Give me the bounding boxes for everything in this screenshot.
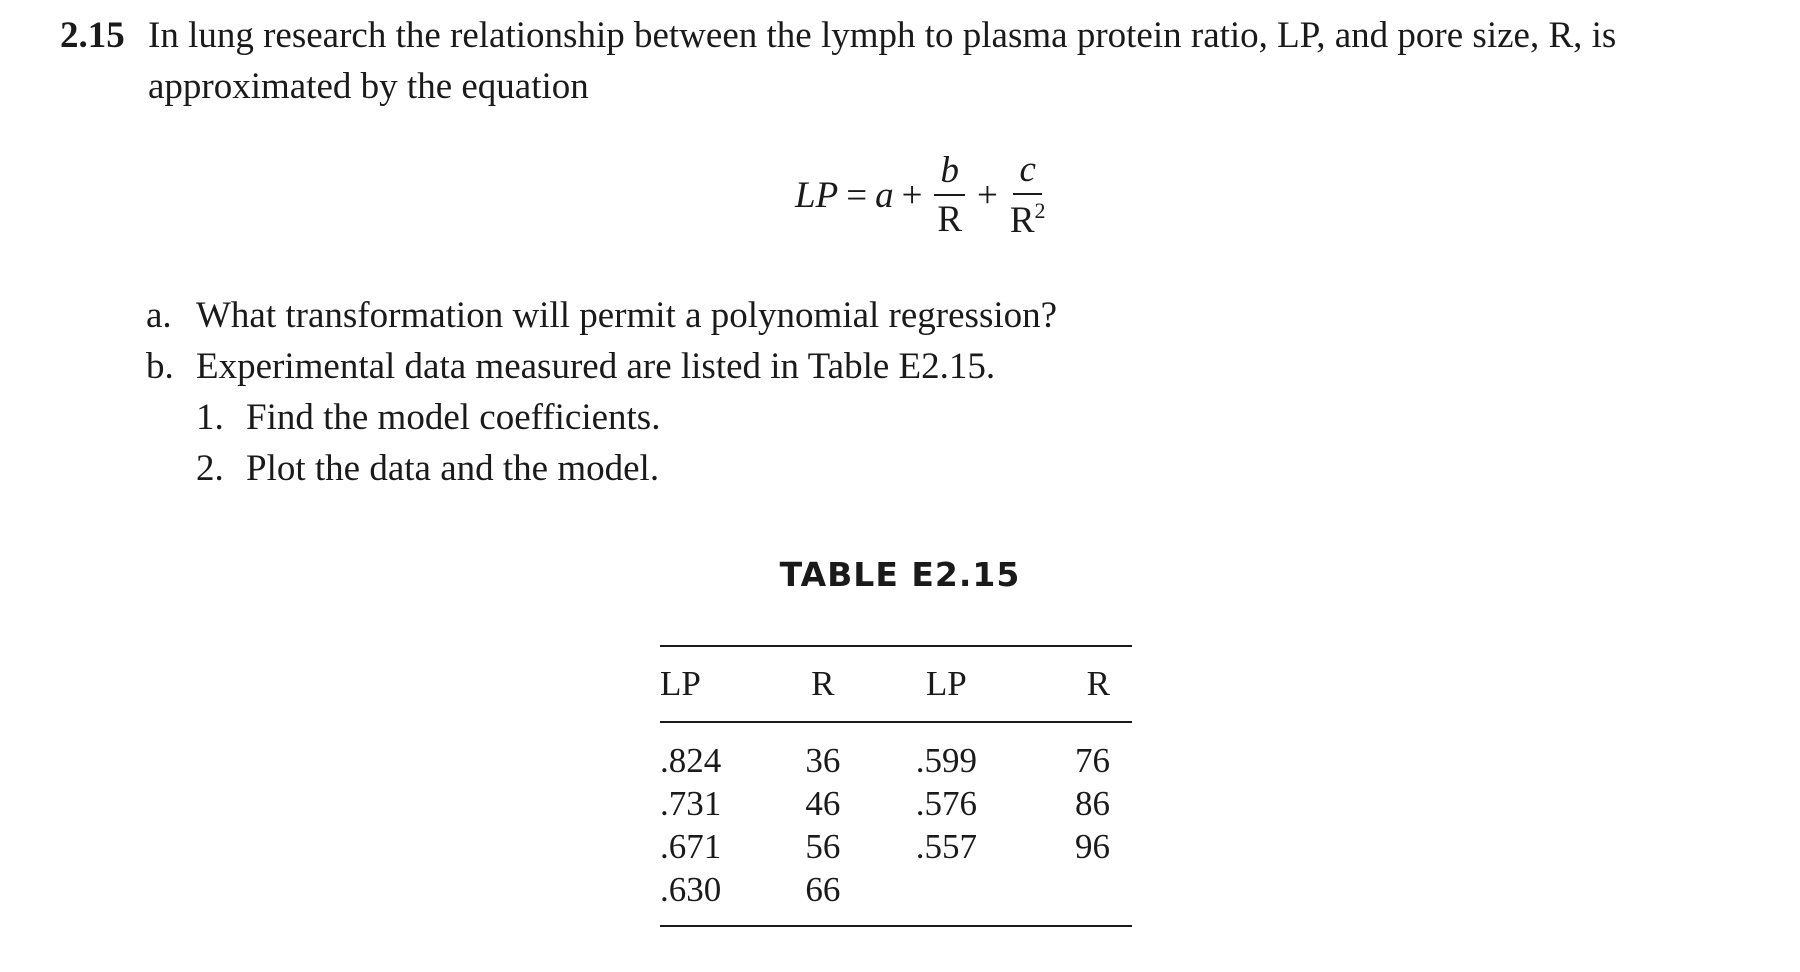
table-row [660,868,1132,925]
fraction-2-base: R [1009,200,1035,241]
subquestion-1 [146,392,1057,443]
table-row [660,782,1132,825]
problem-intro [60,10,1760,112]
table-cell [870,868,1022,925]
table-cell: .824 [660,740,722,780]
table-bottom-rule [660,925,1132,927]
table-cell: 46 [805,783,841,823]
lp-r-table [660,647,1132,925]
equation-a: a [875,174,894,216]
subquestion-label: 2. [196,448,224,489]
fraction-2-denominator [1010,195,1046,239]
fraction-1-numerator: b [934,152,965,196]
header-lp: LP [660,664,701,703]
table-row [660,825,1132,868]
table-cell: .576 [915,783,977,823]
question-text: What transformation will permit a polynomial regression? [196,295,1058,336]
table-cell: .557 [915,826,977,866]
question-label: b. [146,346,174,387]
table-cell: .731 [660,783,722,823]
table-cell: 66 [805,869,841,909]
model-equation [795,145,1050,245]
table-cell: 36 [805,740,841,780]
problem-number: 2.15 [60,15,125,56]
subquestion-2 [146,443,1057,494]
subquestion-label: 1. [196,397,224,438]
fraction-2-numerator: c [1013,151,1041,195]
table-cell: 96 [1075,826,1110,866]
equation-plus-2: + [976,174,998,216]
question-list [146,290,1057,494]
table-cell: 86 [1075,783,1110,823]
header-r: R [811,664,835,703]
fraction-c-over-r-squared [1010,151,1046,239]
table-cell: .671 [660,826,722,866]
header-r: R [1086,664,1110,703]
header-lp: LP [925,664,967,703]
data-table [660,645,1132,927]
equation-plus-1: + [901,174,923,216]
problem-text: In lung research the relationship between the lymph to plasma protein ratio, LP, and pore size, R, is approximated by the equation [148,15,1617,107]
problem-statement [60,10,1760,112]
table-cell: .630 [660,869,722,909]
question-text: Experimental data measured are listed in Table E2.15. [196,346,996,387]
table-title: TABLE E2.15 [779,555,1021,594]
question-b [146,341,1057,392]
table-cell: .599 [915,740,977,780]
subquestion-text: Plot the data and the model. [246,448,660,489]
fraction-b-over-r [934,152,965,238]
table-cell [1022,868,1132,925]
table-row [660,723,1132,782]
table-cell: 76 [1075,740,1110,780]
subquestion-text: Find the model coefficients. [246,397,661,438]
fraction-1-denominator: R [937,199,963,240]
fraction-2-exponent: 2 [1034,198,1046,223]
table-header-row [660,647,1132,721]
question-a [146,290,1057,341]
equation-equals: = [846,174,868,216]
equation-lhs: LP [795,174,839,216]
question-label: a. [146,295,172,336]
table-cell: 56 [805,826,841,866]
